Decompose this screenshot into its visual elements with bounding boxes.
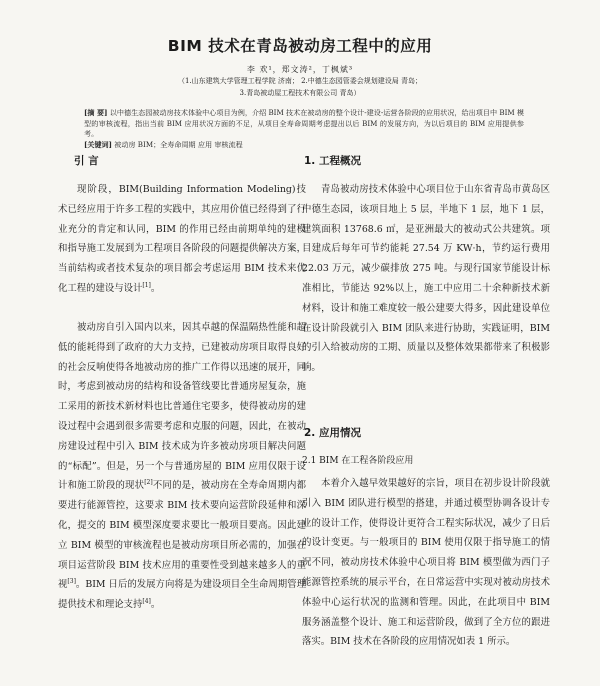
section-heading-application: 2. 应用情况 xyxy=(304,427,361,439)
abstract-block xyxy=(84,108,524,150)
intro-p2-end2: 。 xyxy=(150,599,161,611)
intro-paragraph-2 xyxy=(58,318,306,615)
overview-paragraph: 青岛被动房技术体验中心项目位于山东省青岛市黄岛区中德生态园，该项目地上 5 层，半地下 1 层，地下 1 层，建筑面积 13768.6 ㎡，是亚洲最大的被动式公共建筑。项目建成后每年可节约能耗 27.54 万 KW·h，节约运行费用 22.03 万元，减少碳排放 275 吨。与现行国家节能设计标准相比，节能达 92%以上，施工中应用二十余种新技术新材料，设计和施工难度较一般公建要大得多，因此建设单位在设计阶段就引入 BIM 团队来进行协助，实践证明，BIM 的引入给被动房的工期、质量以及整体效果都带来了积极影响。 xyxy=(302,184,550,374)
citation-4: [4] xyxy=(142,598,151,606)
intro-p1-text: 现阶段，BIM(Building Information Modeling)技术已经应用于许多工程的实践中，其应用价值已经得到了行业充分的肯定和认同，BIM 的作用已经由前期单纯的建模和指导施工发展到为工程项目各阶段的问题提供解决方案，当前结构或者技术复杂的项目都会考虑运用 BIM 技术来优化工程的建设与设计 xyxy=(58,184,306,294)
abstract-text: 以中德生态园被动房技术体验中心项目为例，介绍 BIM 技术在被动房的整个设计-建设-运营各阶段的应用状况，给出项目中 BIM 模型的审核流程，指出当前 BIM 应用状况方面的不足，从项目全寿命周期考虑提出以后 BIM 的发展方向，为以后项目的 BIM 应用提供参考。 xyxy=(84,108,524,139)
subsection-heading: 2.1 BIM 在工程各阶段应用 xyxy=(302,456,414,466)
affiliation-line-1: （1.山东建筑大学管理工程学院 济南； 2.中德生态园管委会规划建设局 青岛； xyxy=(177,77,423,85)
intro-p2-text: 被动房自引入国内以来，因其卓越的保温隔热性能和超低的能耗得到了政府的大力支持，已建被动房项目取得良好的社会反响使得各地被动房的推广工作得以迅速的展开，同时，考虑到被动房的结构和设备管线要比普通房屋复杂，施工采用的新技术新材料也比普通住宅要多，使得被动房的建设过程中会遇到很多需要考虑和克服的问题，因此，在被动房建设过程中引入 BIM 技术成为许多被动房项目解决问题的“标配”。但是，另一个与普通房屋的 BIM 应用仅限于设计和施工阶段的现状 xyxy=(58,322,306,492)
section-heading-overview: 1. 工程概况 xyxy=(304,155,361,167)
application-paragraph: 本着介入越早效果越好的宗旨，项目在初步设计阶段就引入 BIM 团队进行模型的搭建，并通过模型协调各设计专业的设计工作，使得设计更符合工程实际状况，减少了日后的设计变更。与一般项目的 BIM 使用仅限于指导施工的情况不同，被动房技术体验中心项目将 BIM 模型做为西门子能源管控系统的展示平台，在日常运营中实现对被动房技术体验中心运行状况的监测和管理。因此，在此项目中 BIM 服务涵盖整个设计、施工和运营阶段，做到了全方位的跟进落实。BIM 技术在各阶段的应用情况如表 1 所示。 xyxy=(302,478,550,648)
keywords-line xyxy=(84,140,524,151)
intro-paragraph-1 xyxy=(58,180,306,299)
intro-p2-end: 。BIM 日后的发展方向将是为建设项目全生命周期管理提供技术和理论支持 xyxy=(58,579,306,611)
intro-p1-end: 。 xyxy=(150,282,161,294)
citation-1: [1] xyxy=(142,281,151,289)
abstract-label: [摘 要] xyxy=(84,108,108,117)
section-heading-intro: 引 言 xyxy=(74,155,99,167)
paper-title: BIM 技术在青岛被动房工程中的应用 xyxy=(167,37,433,55)
citation-3: [3] xyxy=(67,578,76,586)
keywords-label: [关键词] xyxy=(84,139,112,149)
keywords-text: 被动房 BIM；全寿命周期 应用 审核流程 xyxy=(114,139,243,149)
affiliation-line-2: 3.青岛被动屋工程技术有限公司 青岛） xyxy=(239,89,361,97)
citation-2: [2] xyxy=(144,479,153,487)
intro-p2-mid: 不同的是，被动房在全寿命周期内都要进行能源管控，这要求 BIM 技术要向运营阶段延伸和深化，提交的 BIM 模型深度要求要比一般项目要高。因此建立 BIM 模型的审核流程也是被动房项目所必需的，加强在项目运营阶段 BIM 技术应用的重要性受到越来越多人的重视 xyxy=(58,480,306,591)
author-list: 李 欢¹，郑文涛²，丁枫斌³ xyxy=(246,65,354,74)
